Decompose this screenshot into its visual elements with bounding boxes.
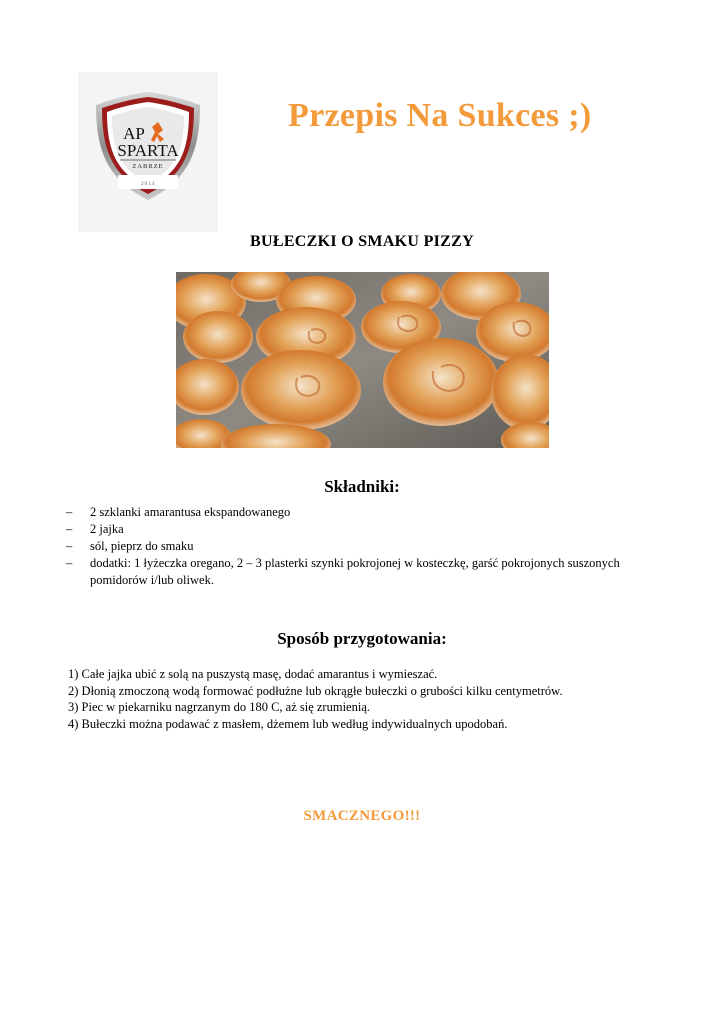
logo-line1: AP <box>123 124 145 143</box>
ingredient-text: 2 jajka <box>90 522 124 536</box>
list-item <box>66 521 626 538</box>
ingredients-list <box>66 504 626 589</box>
ingredients-heading: Składniki: <box>324 477 400 496</box>
dash-bullet-icon: – <box>66 505 73 519</box>
method-step: 4) Bułeczki można podawać z masłem, dżemem lub według indywidualnych upodobań. <box>68 716 508 731</box>
dash-bullet-icon: – <box>66 556 73 570</box>
recipe-photo <box>176 272 549 448</box>
method-step: 2) Dłonią zmoczoną wodą formować podłużne lub okrągłe bułeczki o grubości kilku centymetrów. <box>68 683 563 698</box>
method-heading: Sposób przygotowania: <box>277 629 447 648</box>
dash-bullet-icon: – <box>66 539 73 553</box>
logo-line2: SPARTA <box>117 141 179 160</box>
list-item <box>66 504 626 521</box>
ingredient-text: sól, pieprz do smaku <box>90 539 194 553</box>
recipe-title: BUŁECZKI O SMAKU PIZZY <box>250 233 474 250</box>
logo-line3: ZABRZE <box>132 163 164 170</box>
ingredient-text: dodatki: 1 łyżeczka oregano, 2 – 3 plasterki szynki pokrojonej w kosteczkę, garść pokrojonych suszonych pomidorów i/lub oliwek. <box>90 556 620 587</box>
dash-bullet-icon: – <box>66 522 73 536</box>
club-logo <box>78 72 218 232</box>
method-step: 3) Piec w piekarniku nagrzanym do 180 C, aż się zrumienią. <box>68 700 370 714</box>
ingredient-text: 2 szklanki amarantusa ekspandowanego <box>90 505 291 519</box>
list-item <box>66 555 626 589</box>
method-step: 1) Całe jajka ubić z solą na puszystą masę, dodać amarantus i wymieszać. <box>68 667 438 681</box>
page-title: Przepis Na Sukces ;) <box>288 97 592 134</box>
list-item <box>66 538 626 555</box>
logo-year: 2014 <box>140 181 156 187</box>
closing-text: SMACZNEGO!!! <box>303 808 421 824</box>
method-steps <box>68 666 668 732</box>
